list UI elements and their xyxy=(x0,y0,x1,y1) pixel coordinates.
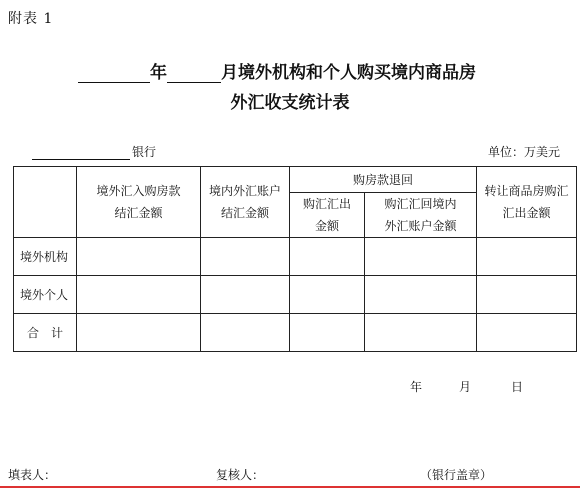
annex-label: 附表 1 xyxy=(8,11,54,27)
header-foreign-purchase-line1: 境外汇入购房款 xyxy=(96,184,181,198)
table-row xyxy=(14,314,577,352)
unit-label: 单位：万美元 xyxy=(488,145,561,159)
form-title-line1 xyxy=(78,58,476,83)
bank-field xyxy=(32,143,156,160)
header-domestic-account-line1: 境内外汇账户 xyxy=(208,184,281,198)
month-blank xyxy=(167,66,221,83)
header-refund-group: 购房款退回 xyxy=(290,167,477,193)
header-domestic-account xyxy=(201,167,290,238)
row-label-total: 合 计 xyxy=(14,314,77,352)
bank-seal-label: （银行盖章） xyxy=(420,468,493,482)
table-cell xyxy=(365,238,477,276)
reviewer-label: 复核人： xyxy=(216,468,265,482)
header-transfer-line2: 汇出金额 xyxy=(502,206,551,220)
table-row xyxy=(14,276,577,314)
table-cell xyxy=(477,238,577,276)
table-cell xyxy=(477,314,577,352)
table-cell xyxy=(365,276,477,314)
table-cell xyxy=(201,238,290,276)
filler-label: 填表人： xyxy=(8,468,57,482)
table-cell xyxy=(290,276,365,314)
row-label-individual: 境外个人 xyxy=(14,276,77,314)
header-refund-purchase xyxy=(290,193,365,238)
table-cell xyxy=(77,314,201,352)
header-transfer-line1: 转让商品房购汇 xyxy=(484,184,569,198)
header-refund-purchase-line1: 购汇汇出 xyxy=(302,197,351,211)
bottom-divider xyxy=(0,486,580,488)
header-foreign-purchase xyxy=(77,167,201,238)
table-cell xyxy=(77,276,201,314)
table-cell xyxy=(365,314,477,352)
title-line1-text: 月境外机构和个人购买境内商品房 xyxy=(221,63,476,83)
header-refund-return-line2: 外汇账户金额 xyxy=(384,219,457,233)
date-month-label: 月 xyxy=(459,380,472,394)
bank-name-blank xyxy=(32,147,130,160)
year-blank xyxy=(78,66,150,83)
date-year-label: 年 xyxy=(410,380,423,394)
table-cell xyxy=(77,238,201,276)
date-day-label: 日 xyxy=(511,380,524,394)
header-refund-return xyxy=(365,193,477,238)
table-cell xyxy=(201,276,290,314)
table-cell xyxy=(477,276,577,314)
header-foreign-purchase-line2: 结汇金额 xyxy=(114,206,163,220)
header-refund-return-line1: 购汇汇回境内 xyxy=(384,197,457,211)
form-title-line2: 外汇收支统计表 xyxy=(230,93,350,113)
header-refund-purchase-line2: 金额 xyxy=(314,219,339,233)
statistics-table xyxy=(13,166,577,352)
header-transfer xyxy=(477,167,577,238)
header-domestic-account-line2: 结汇金额 xyxy=(220,206,269,220)
table-cell xyxy=(290,238,365,276)
title-year-char: 年 xyxy=(150,63,167,83)
table-corner-cell xyxy=(14,167,77,238)
row-label-institution: 境外机构 xyxy=(14,238,77,276)
bank-label: 银行 xyxy=(132,145,157,159)
table-cell xyxy=(201,314,290,352)
table-row xyxy=(14,238,577,276)
table-cell xyxy=(290,314,365,352)
